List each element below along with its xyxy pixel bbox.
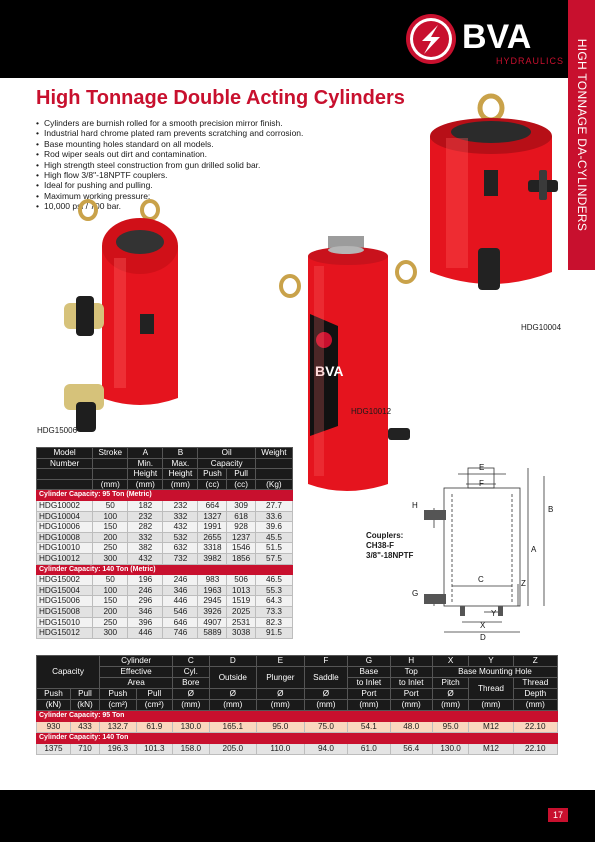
header-g: G (348, 656, 390, 667)
table-cell: 300 (93, 628, 128, 639)
header-to-inlet: to Inlet (390, 678, 432, 689)
feature-item: • High flow 3/8"-18NPTF couplers. (36, 170, 346, 180)
table-cell: 196 (128, 575, 163, 586)
unit: (mm) (304, 700, 348, 711)
table-row (37, 606, 293, 617)
page-title: High Tonnage Double Acting Cylinders (36, 87, 405, 109)
table-cell: 4907 (198, 617, 227, 628)
table-cell: 928 (227, 522, 255, 533)
header-base: Base (348, 667, 390, 678)
phi: Ø (304, 689, 348, 700)
table-cell: 246 (163, 575, 198, 586)
header-blank (37, 479, 93, 490)
header-thread: Thread (513, 678, 557, 689)
feature-item: • Cylinders are burnish rolled for a smooth precision mirror finish. (36, 118, 346, 128)
table-cell: 57.5 (255, 553, 292, 564)
header-top: Top (390, 667, 432, 678)
table-cell: 45.5 (255, 532, 292, 543)
table-row (37, 722, 558, 733)
header-push: Push (100, 689, 136, 700)
table-cell: 382 (128, 543, 163, 554)
table-row (37, 617, 293, 628)
table-cell: 200 (93, 532, 128, 543)
table-cell: M12 (469, 744, 513, 755)
header-outside: Outside (209, 667, 257, 689)
header-push: Push (37, 689, 71, 700)
header-pull: Pull (70, 689, 99, 700)
header-number: Number (37, 458, 93, 469)
table-cell: 506 (227, 575, 255, 586)
label-z: Z (521, 579, 526, 588)
table-cell: 100 (93, 585, 128, 596)
table-row (37, 532, 293, 543)
table-cell: 196.3 (100, 744, 136, 755)
header-model: Model (37, 448, 93, 459)
header-e: E (257, 656, 305, 667)
table-cell: 282 (128, 522, 163, 533)
table-cell: 182 (128, 500, 163, 511)
header-effective: Effective (100, 667, 173, 678)
label-x: X (480, 621, 486, 630)
footer-bar (0, 790, 595, 842)
header-pull: Pull (227, 469, 255, 480)
unit: (mm) (469, 700, 513, 711)
label-g: G (412, 589, 419, 598)
unit: (mm) (348, 700, 390, 711)
unit: (cm²) (136, 700, 172, 711)
couplers-thread: 3/8"-18NPTF (366, 551, 414, 560)
table-cell: 22.10 (513, 744, 557, 755)
unit: (mm) (163, 479, 198, 490)
unit: (mm) (432, 700, 468, 711)
couplers-label: Couplers: (366, 531, 404, 540)
table-cell: 94.0 (304, 744, 348, 755)
table-cell: 75.0 (304, 722, 348, 733)
phi: Ø (209, 689, 257, 700)
header-blank (93, 469, 128, 480)
table-cell: 33.6 (255, 511, 292, 522)
table-cell: 1237 (227, 532, 255, 543)
model-number-cell: HDG10002 (37, 500, 93, 511)
header-x: X (432, 656, 468, 667)
label-b: B (548, 505, 554, 514)
table-cell: 2945 (198, 596, 227, 607)
table-cell: 1519 (227, 596, 255, 607)
phi: Ø (432, 689, 468, 700)
feature-item: • Industrial hard chrome plated ram prevents scratching and corrosion. (36, 128, 346, 138)
model-number-cell: HDG15008 (37, 606, 93, 617)
header-cylinder: Cylinder (100, 656, 173, 667)
label-d: D (480, 633, 486, 642)
table-cell: 646 (163, 617, 198, 628)
header-b: B (163, 448, 198, 459)
header-depth: Depth (513, 689, 557, 700)
header-a: A (128, 448, 163, 459)
header-max: Max. (163, 458, 198, 469)
header-pitch: Pitch (432, 678, 468, 689)
table-cell: 396 (128, 617, 163, 628)
table-cell: 54.1 (348, 722, 390, 733)
table-cell: 3926 (198, 606, 227, 617)
table-cell: 64.3 (255, 596, 292, 607)
header-min: Min. (128, 458, 163, 469)
table-cell: 165.1 (209, 722, 257, 733)
header-thread: Thread (469, 678, 513, 700)
table-cell: 632 (163, 543, 198, 554)
table-cell: 56.4 (390, 744, 432, 755)
table-cell: 1991 (198, 522, 227, 533)
table-cell: 250 (93, 617, 128, 628)
table-cell: 309 (227, 500, 255, 511)
table-cell: 732 (163, 553, 198, 564)
table-row (37, 744, 558, 755)
table-cell: 158.0 (173, 744, 209, 755)
table-cell: 432 (128, 553, 163, 564)
table-cell: 446 (163, 596, 198, 607)
table-row (37, 511, 293, 522)
header-area: Area (100, 678, 173, 689)
table-row (37, 522, 293, 533)
table-cell: 100 (93, 511, 128, 522)
header-capacity: Capacity (198, 458, 255, 469)
header-push: Push (198, 469, 227, 480)
label-c: C (478, 575, 484, 584)
table-row (37, 628, 293, 639)
table-cell: 132.7 (100, 722, 136, 733)
table-cell: 710 (70, 744, 99, 755)
table-cell: 61.0 (348, 744, 390, 755)
phi: Ø (257, 689, 305, 700)
table-row (37, 596, 293, 607)
header-blank (37, 469, 93, 480)
table-cell: 73.3 (255, 606, 292, 617)
feature-item: • Rod wiper seals out dirt and contamination. (36, 149, 346, 159)
table-cell: 5889 (198, 628, 227, 639)
header-bore: Bore (173, 678, 209, 689)
table-cell: 300 (93, 553, 128, 564)
phi: Ø (173, 689, 209, 700)
table-cell: 22.10 (513, 722, 557, 733)
table-row (37, 553, 293, 564)
table-cell: 930 (37, 722, 71, 733)
table-cell: 346 (128, 606, 163, 617)
couplers-note (366, 531, 413, 561)
table-cell: 150 (93, 596, 128, 607)
model-number-cell: HDG15002 (37, 575, 93, 586)
table-cell: 1546 (227, 543, 255, 554)
header-d: D (209, 656, 257, 667)
model-number-cell: HDG10004 (37, 511, 93, 522)
table-row (37, 575, 293, 586)
table-cell: 150 (93, 522, 128, 533)
header-f: F (304, 656, 348, 667)
cylinder-photo-hdg10012 (278, 236, 418, 498)
header-blank (255, 458, 292, 469)
table-cell: 61.9 (136, 722, 172, 733)
feature-item-cont: • 10,000 psi / 700 bar. (36, 201, 346, 211)
table-cell: 664 (198, 500, 227, 511)
header-blank (93, 458, 128, 469)
table-cell: 433 (70, 722, 99, 733)
table-cell: 1013 (227, 585, 255, 596)
feature-item: • High strength steel construction from gun drilled solid bar. (36, 160, 346, 170)
table-cell: 1327 (198, 511, 227, 522)
logo-text: BVA (462, 18, 532, 56)
table-cell: 2531 (227, 617, 255, 628)
table-cell: 50 (93, 500, 128, 511)
side-tab-label: HIGH TONNAGE DA-CYLINDERS (575, 38, 589, 232)
unit: (mm) (128, 479, 163, 490)
unit: (kN) (70, 700, 99, 711)
header-height: Height (128, 469, 163, 480)
table-cell: 532 (163, 532, 198, 543)
table-cell: 232 (163, 500, 198, 511)
header-c: C (173, 656, 209, 667)
label-h: H (412, 501, 418, 510)
label-e: E (479, 463, 485, 472)
header-saddle: Saddle (304, 667, 348, 689)
header-h: H (390, 656, 432, 667)
table-cell: 46.5 (255, 575, 292, 586)
header-blank (255, 469, 292, 480)
table-cell: 110.0 (257, 744, 305, 755)
logo-subtext: HYDRAULICS (496, 56, 565, 66)
caption-hdg10004: HDG10004 (521, 323, 562, 332)
table-cell: 3982 (198, 553, 227, 564)
table-cell: 2025 (227, 606, 255, 617)
dimension-diagram (398, 446, 558, 646)
table-cell: 1375 (37, 744, 71, 755)
model-number-cell: HDG10008 (37, 532, 93, 543)
table-cell: 51.5 (255, 543, 292, 554)
table-cell: 205.0 (209, 744, 257, 755)
table-cell: 39.6 (255, 522, 292, 533)
table-cell: 95.0 (432, 722, 468, 733)
table-cell: 95.0 (257, 722, 305, 733)
section-95-ton: Cylinder Capacity: 95 Ton (Metric) (37, 490, 293, 501)
table-row (37, 543, 293, 554)
page-number: 17 (548, 808, 568, 822)
unit: (mm) (513, 700, 557, 711)
table-cell: 246 (128, 585, 163, 596)
section-140-ton: Cylinder Capacity: 140 Ton (37, 733, 558, 744)
table-cell: 332 (128, 532, 163, 543)
table-row (37, 500, 293, 511)
unit: (mm) (390, 700, 432, 711)
header-pull: Pull (136, 689, 172, 700)
bva-logo (402, 8, 572, 70)
label-y: Y (491, 609, 497, 618)
model-number-cell: HDG10006 (37, 522, 93, 533)
cylinder-photo-hdg15006 (62, 198, 180, 438)
table-cell: 546 (163, 606, 198, 617)
table-cell: 27.7 (255, 500, 292, 511)
table-cell: 2655 (198, 532, 227, 543)
header-height: Height (163, 469, 198, 480)
unit: (Kg) (255, 479, 292, 490)
table-cell: 446 (128, 628, 163, 639)
header-weight: Weight (255, 448, 292, 459)
table-cell: 432 (163, 522, 198, 533)
feature-item: • Ideal for pushing and pulling. (36, 180, 346, 190)
unit: (mm) (93, 479, 128, 490)
header-port: Port (348, 689, 390, 700)
unit: (kN) (37, 700, 71, 711)
unit: (mm) (209, 700, 257, 711)
table-cell: 3318 (198, 543, 227, 554)
model-number-cell: HDG10012 (37, 553, 93, 564)
table-cell: 50 (93, 575, 128, 586)
header-to-inlet: to Inlet (348, 678, 390, 689)
table-cell: 55.3 (255, 585, 292, 596)
model-number-cell: HDG15010 (37, 617, 93, 628)
couplers-model: CH38-F (366, 541, 395, 550)
table-cell: 618 (227, 511, 255, 522)
unit: (cc) (227, 479, 255, 490)
table-cell: 101.3 (136, 744, 172, 755)
table-cell: 91.5 (255, 628, 292, 639)
table-cell: 3038 (227, 628, 255, 639)
header-stroke: Stroke (93, 448, 128, 459)
model-number-cell: HDG15006 (37, 596, 93, 607)
table-cell: 232 (128, 511, 163, 522)
cylinder-logo-text: BVA (315, 363, 344, 379)
header-plunger: Plunger (257, 667, 305, 689)
section-95-ton: Cylinder Capacity: 95 Ton (37, 711, 558, 722)
cylinder-photo-hdg10004 (416, 72, 566, 322)
table-cell: 48.0 (390, 722, 432, 733)
table-cell: 200 (93, 606, 128, 617)
model-spec-table (36, 447, 293, 639)
header-oil: Oil (198, 448, 255, 459)
unit: (cc) (198, 479, 227, 490)
caption-hdg10012: HDG10012 (351, 407, 392, 416)
header-z: Z (513, 656, 557, 667)
table-cell: 296 (128, 596, 163, 607)
label-a: A (531, 545, 537, 554)
unit: (cm²) (100, 700, 136, 711)
model-number-cell: HDG15012 (37, 628, 93, 639)
model-number-cell: HDG15004 (37, 585, 93, 596)
table-cell: M12 (469, 722, 513, 733)
table-cell: 346 (163, 585, 198, 596)
table-row (37, 585, 293, 596)
feature-item: • Maximum working pressure: (36, 191, 346, 201)
table-cell: 1856 (227, 553, 255, 564)
caption-hdg15006: HDG15006 (37, 426, 78, 435)
unit: (mm) (173, 700, 209, 711)
feature-item: • Base mounting holes standard on all models. (36, 139, 346, 149)
table-cell: 1963 (198, 585, 227, 596)
model-number-cell: HDG10010 (37, 543, 93, 554)
table-cell: 82.3 (255, 617, 292, 628)
header-base-mounting-hole: Base Mounting Hole (432, 667, 557, 678)
label-f: F (479, 479, 484, 488)
section-140-ton: Cylinder Capacity: 140 Ton (Metric) (37, 564, 293, 575)
unit: (mm) (257, 700, 305, 711)
header-port: Port (390, 689, 432, 700)
side-tab (568, 0, 595, 270)
header-y: Y (469, 656, 513, 667)
table-cell: 250 (93, 543, 128, 554)
table-cell: 130.0 (173, 722, 209, 733)
dimension-spec-table (36, 655, 558, 755)
table-cell: 130.0 (432, 744, 468, 755)
table-cell: 746 (163, 628, 198, 639)
header-capacity: Capacity (37, 656, 100, 689)
header-cyl: Cyl. (173, 667, 209, 678)
table-cell: 983 (198, 575, 227, 586)
table-cell: 332 (163, 511, 198, 522)
